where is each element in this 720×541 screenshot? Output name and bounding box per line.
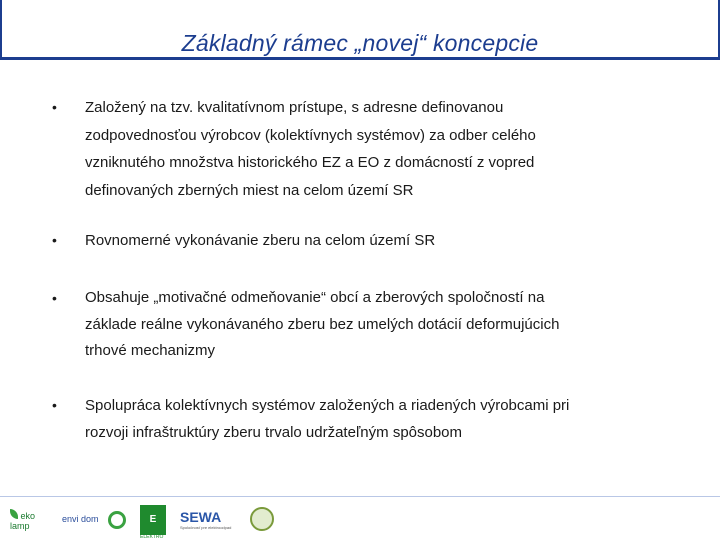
sewa-logo: SEWA <box>180 509 222 525</box>
slide-title: Základný rámec „novej“ koncepcie <box>181 30 539 56</box>
leaf-icon <box>10 509 18 519</box>
sewa-logo-caption: Spoločnosť pre elektroodpad <box>180 525 232 530</box>
bullet-text <box>85 392 685 446</box>
bullet-line: trhové mechanizmy <box>85 342 216 359</box>
bullet-line: vzniknutého množstva historického EZ a EO z domácností z vopred <box>85 154 535 171</box>
bullet-marker: • <box>52 99 57 115</box>
envidom-logo: envi dom <box>62 514 99 524</box>
partner-logos-bar <box>0 496 720 541</box>
elektro-logo-caption: ELEKTRO <box>140 534 164 540</box>
bullet-line: zodpovednosťou výrobcov (kolektívnych systémov) za odber celého <box>85 126 536 144</box>
bullet-line: Rovnomerné vykonávanie zberu na celom území SR <box>85 232 436 249</box>
recycle-icon <box>108 511 126 529</box>
bullet-marker: • <box>52 290 57 306</box>
bullet-line: Spolupráca kolektívnych systémov založených a riadených výrobcami pri <box>85 397 570 414</box>
bullet-line: definovaných zberných miest na celom území SR <box>85 181 414 199</box>
bullet-line: Založený na tzv. kvalitatívnom prístupe, s adresne definovanou <box>85 99 504 116</box>
bullet-text <box>85 227 685 255</box>
ekolamp-logo: eko lamp <box>10 511 36 531</box>
bullet-text <box>85 285 685 365</box>
bullet-line: základe reálne vykonávaného zberu bez umelých dotácií deformujúcich <box>85 315 560 333</box>
bullet-text <box>85 94 685 204</box>
bullet-marker: • <box>52 232 57 248</box>
elektro-recycling-logo: E <box>140 505 166 535</box>
bullet-marker: • <box>52 397 57 413</box>
bullet-line: rozvoji infraštruktúry zberu trvalo udržateľným spôsobom <box>85 424 463 441</box>
round-emblem-icon <box>250 507 274 531</box>
bullet-line: Obsahuje „motivačné odmeňovanie“ obcí a zberových spoločností na <box>85 289 545 306</box>
title-divider <box>0 57 720 60</box>
